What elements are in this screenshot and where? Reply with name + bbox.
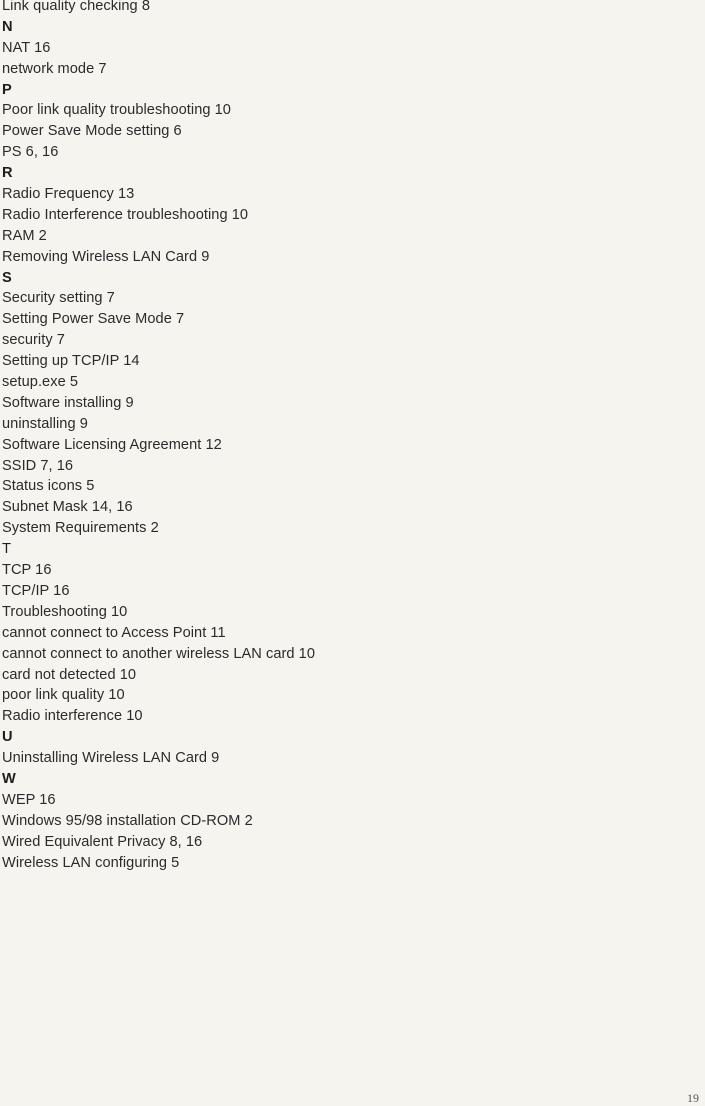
index-entry: network mode 7 [2, 60, 107, 77]
index-entry: Setting Power Save Mode 7 [2, 311, 185, 328]
index-letter-heading: T [2, 541, 11, 558]
index-entry: Wired Equivalent Privacy 8, 16 [2, 833, 203, 850]
index-entry: Status icons 5 [2, 478, 95, 495]
index-entry: Radio interference 10 [2, 708, 143, 725]
index-entry: TCP/IP 16 [2, 582, 70, 599]
index-list [2, 0, 315, 873]
index-entry: Wireless LAN configuring 5 [2, 854, 180, 871]
index-entry: Setting up TCP/IP 14 [2, 353, 140, 370]
index-entry: Uninstalling Wireless LAN Card 9 [2, 750, 220, 767]
index-letter-heading: P [2, 81, 12, 98]
index-entry: setup.exe 5 [2, 374, 79, 391]
index-letter-heading: S [2, 269, 12, 286]
index-entry: SSID 7, 16 [2, 457, 74, 474]
index-entry: cannot connect to another wireless LAN card 10 [2, 645, 316, 662]
index-entry: Power Save Mode setting 6 [2, 123, 182, 140]
index-entry: Link quality checking 8 [2, 0, 150, 14]
index-entry: Software Licensing Agreement 12 [2, 436, 222, 453]
index-entry: Removing Wireless LAN Card 9 [2, 248, 210, 265]
index-entry: card not detected 10 [2, 666, 137, 683]
index-letter-heading: W [2, 770, 16, 787]
index-entry: PS 6, 16 [2, 144, 59, 161]
index-entry: System Requirements 2 [2, 520, 159, 537]
index-entry: Security setting 7 [2, 290, 115, 307]
index-entry: Subnet Mask 14, 16 [2, 499, 133, 516]
index-entry: Poor link quality troubleshooting 10 [2, 102, 231, 119]
index-entry: Radio Interference troubleshooting 10 [2, 206, 249, 223]
index-entry: cannot connect to Access Point 11 [2, 624, 226, 641]
index-entry: TCP 16 [2, 562, 52, 579]
index-entry: NAT 16 [2, 39, 51, 56]
index-entry: poor link quality 10 [2, 687, 125, 704]
index-letter-heading: U [2, 729, 13, 746]
index-entry: Radio Frequency 13 [2, 186, 135, 203]
page-number: 19 [687, 1091, 699, 1105]
index-letter-heading: N [2, 18, 13, 35]
index-entry: uninstalling 9 [2, 415, 88, 432]
index-entry: security 7 [2, 332, 65, 349]
index-entry: RAM 2 [2, 227, 47, 244]
index-entry: Troubleshooting 10 [2, 603, 128, 620]
index-entry: Windows 95/98 installation CD-ROM 2 [2, 812, 253, 829]
index-entry: Software installing 9 [2, 394, 134, 411]
index-letter-heading: R [2, 165, 13, 182]
index-entry: WEP 16 [2, 791, 56, 808]
